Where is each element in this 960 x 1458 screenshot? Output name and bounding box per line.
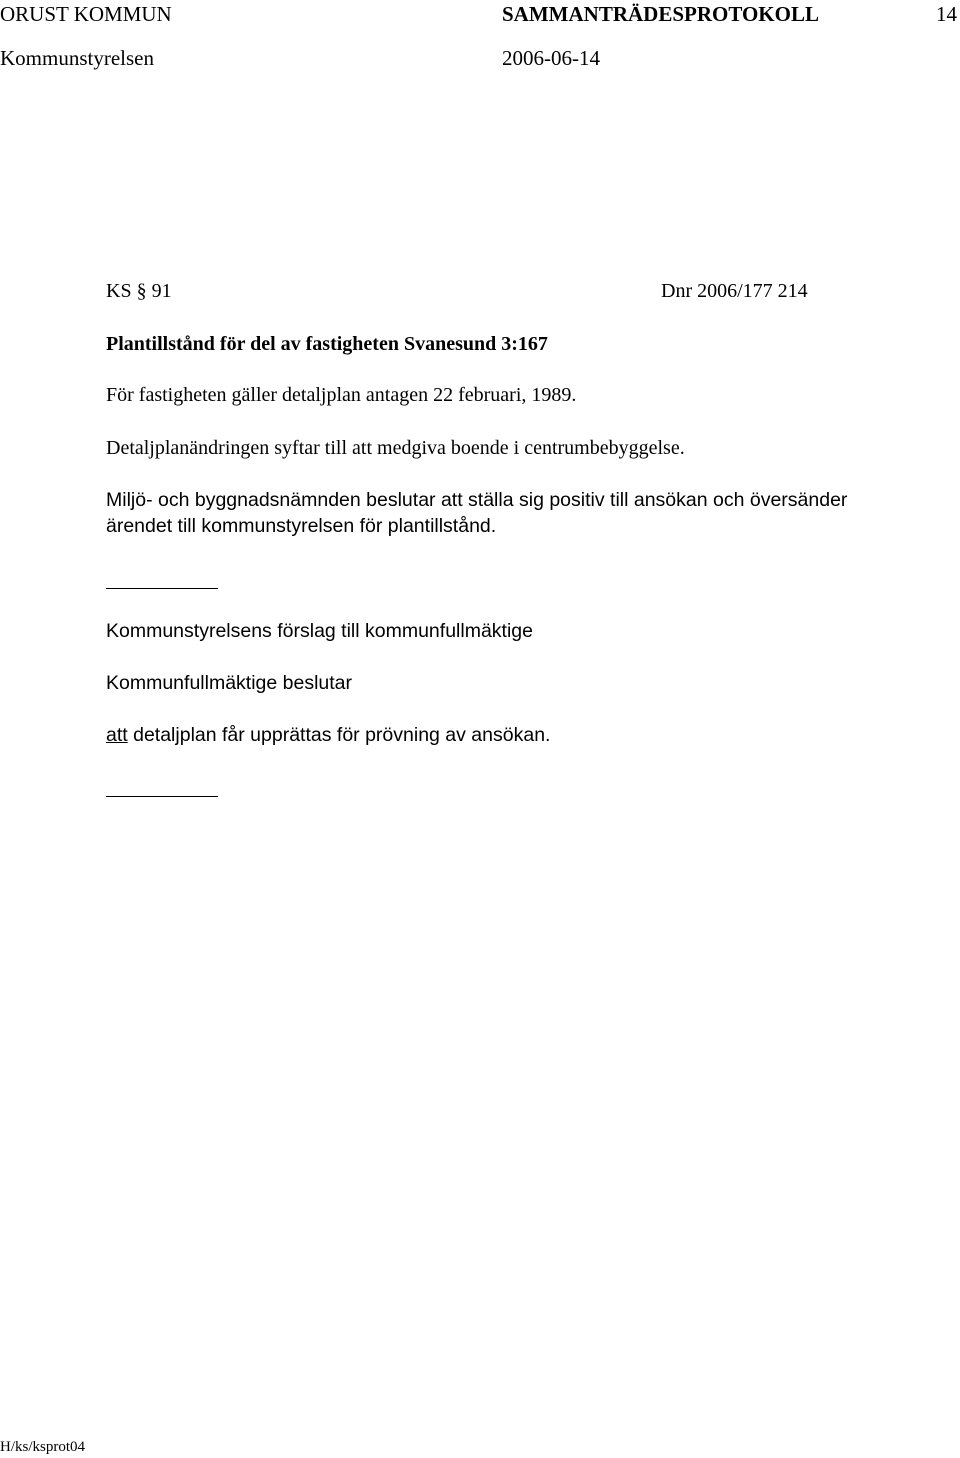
paragraph-mbn-line-1: Miljö- och byggnadsnämnden beslutar att ställa sig positiv till ansökan och översänder	[106, 489, 848, 511]
municipality-name: ORUST KOMMUN	[0, 2, 172, 26]
page-number: 14	[936, 2, 957, 26]
paragraph-mbn-line-2: ärendet till kommunstyrelsen för plantillstånd.	[106, 515, 497, 537]
document-type: SAMMANTRÄDESPROTOKOLL	[502, 2, 819, 26]
dnr-reference: Dnr 2006/177 214	[661, 280, 808, 302]
att-word: att	[106, 724, 128, 746]
item-title: Plantillstånd för del av fastigheten Svanesund 3:167	[106, 333, 548, 355]
paragraph-detaljplan: För fastigheten gäller detaljplan antagen 22 februari, 1989.	[106, 384, 577, 406]
decision-heading: Kommunfullmäktige beslutar	[106, 672, 353, 694]
separator-line-end	[106, 796, 218, 797]
separator-line	[106, 588, 218, 589]
paragraph-syfte: Detaljplanändringen syftar till att medgiva boende i centrumbebyggelse.	[106, 437, 685, 459]
ks-paragraph-ref: KS § 91	[106, 280, 172, 302]
decision-text: detaljplan får upprättas för prövning av ansökan.	[127, 724, 551, 746]
proposal-heading: Kommunstyrelsens förslag till kommunfullmäktige	[106, 620, 533, 642]
footer-file-path: H/ks/ksprot04	[0, 1439, 86, 1455]
committee-name: Kommunstyrelsen	[0, 46, 154, 70]
meeting-date: 2006-06-14	[502, 46, 600, 70]
decision-clause	[106, 723, 550, 747]
